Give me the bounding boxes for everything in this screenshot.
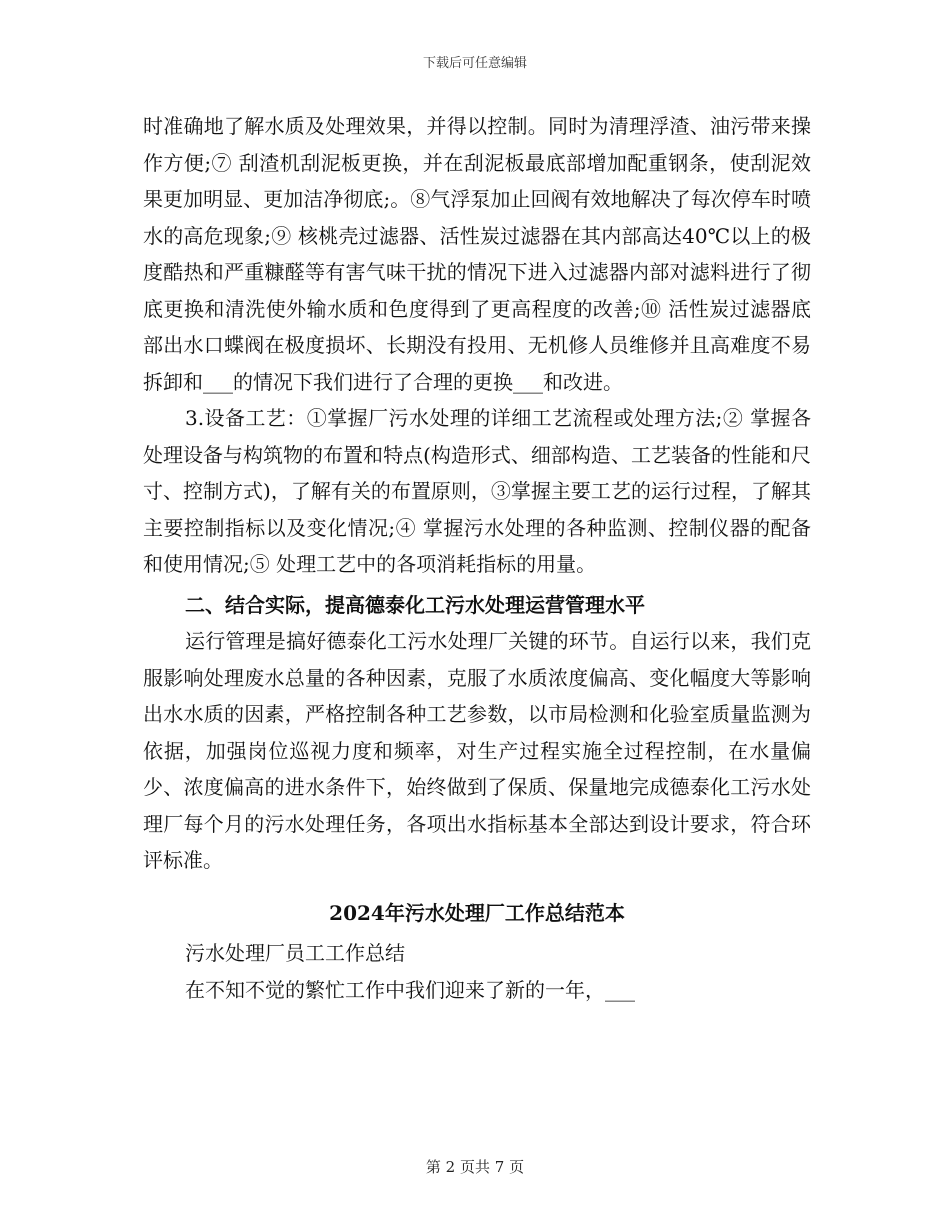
document-title: 2024年污水处理厂工作总结范本: [329, 900, 625, 925]
page-header: 下载后可任意编辑: [422, 56, 527, 71]
paragraph-process-improvements: 时准确地了解水质及处理效果，并得以控制。同时为清理浮渣、油污带来操作方便;⑦ 刮渣机刮泥板更换，并在刮泥板最底部增加配重钢条，使刮泥效果更加明显、更加洁净彻底;。⑧气浮泵加止回阀有效地解决了每次停车时喷水的高危现象;⑨ 核桃壳过滤器、活性炭过滤器在其内部高达40℃以上的极度酷热和严重糠醛等有害气味干扰的情况下进入过滤器内部对滤料进行了彻底更换和清洗使外输水质和色度得到了更高程度的改善;⑩ 活性炭过滤器底部出水口蝶阀在极度损坏、长期没有投用、无机修人员维修并且高难度不易拆卸和___的情况下我们进行了合理的更换___和改进。: [143, 114, 811, 394]
paragraph-operation-management: 运行管理是搞好德泰化工污水处理厂关键的环节。自运行以来，我们克服影响处理废水总量的各种因素，克服了水质浓度偏高、变化幅度大等影响出水水质的因素，严格控制各种工艺参数，以市局检测和化验室质量监测为依据，加强岗位巡视力度和频率，对生产过程实施全过程控制，在水量偏少、浓度偏高的进水条件下，始终做到了保质、保量地完成德泰化工污水处理厂每个月的污水处理任务，各项出水指标基本全部达到设计要求，符合环评标准。: [143, 629, 811, 872]
page-footer: 第 2 页共 7 页: [425, 1158, 525, 1176]
document-body: [143, 108, 811, 1008]
paragraph-equipment-process: 3.设备工艺：①掌握厂污水处理的详细工艺流程或处理方法;② 掌握各处理设备与构筑物的布置和特点(构造形式、细部构造、工艺装备的性能和尺寸、控制方式)，了解有关的布置原则，③掌握主要工艺的运行过程，了解其主要控制指标以及变化情况;④ 掌握污水处理的各种监测、控制仪器的配备和使用情况;⑤ 处理工艺中的各项消耗指标的用量。: [143, 406, 811, 576]
paragraph-intro: 在不知不觉的繁忙工作中我们迎来了新的一年，___: [185, 977, 635, 1002]
subtitle-line: 污水处理厂员工工作总结: [185, 941, 405, 965]
section-heading: 二、结合实际，提高德泰化工污水处理运营管理水平: [185, 592, 645, 617]
